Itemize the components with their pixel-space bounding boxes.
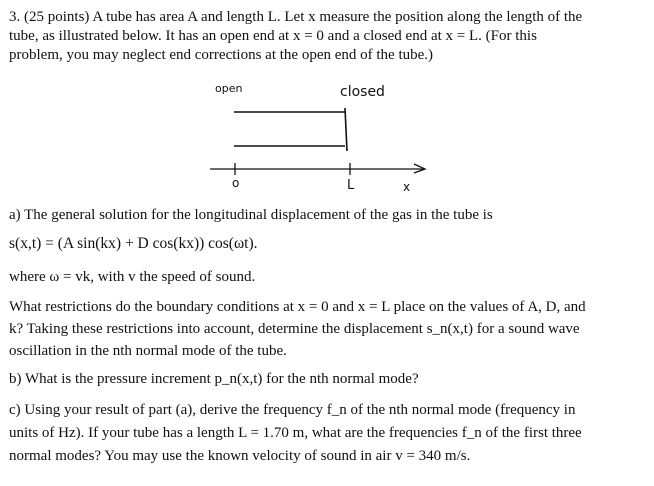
intro-line-3: problem, you may neglect end corrections at the open end of the tube.) — [9, 47, 434, 63]
part-a-question-line-1: What restrictions do the boundary conditions at x = 0 and x = L place on the values of A, D, and — [9, 299, 586, 315]
label-x: x — [403, 180, 411, 194]
part-b-line-1: b) What is the pressure increment p_n(x,t) for the nth normal mode? — [9, 371, 419, 387]
part-c-line-2: units of Hz). If your tube has a length L = 1.70 m, what are the frequencies f_n of the first three — [9, 425, 582, 441]
tube-closed-end — [345, 108, 347, 151]
label-zero: o — [232, 176, 240, 190]
part-c-line-1: c) Using your result of part (a), derive the frequency f_n of the nth normal mode (frequency in — [9, 402, 576, 418]
part-a-where-line: where ω = vk, with v the speed of sound. — [9, 269, 256, 285]
label-open: open — [215, 82, 243, 95]
part-a-line-1: a) The general solution for the longitudinal displacement of the gas in the tube is — [9, 207, 493, 223]
part-a-question-line-3: oscillation in the nth normal mode of the tube. — [9, 343, 287, 359]
label-closed: closed — [340, 84, 385, 100]
part-a-equation: s(x,t) = (A sin(kx) + D cos(kx)) cos(ωt). — [9, 235, 258, 252]
part-a-question-line-2: k? Taking these restrictions into account, determine the displacement s_n(x,t) for a sound wave — [9, 321, 580, 337]
label-L: L — [347, 178, 355, 193]
part-c-line-3: normal modes? You may use the known velocity of sound in air v = 340 m/s. — [9, 448, 471, 464]
intro-line-1: 3. (25 points) A tube has area A and length L. Let x measure the position along the length of the — [9, 9, 583, 25]
tube-diagram — [0, 0, 654, 200]
intro-line-2: tube, as illustrated below. It has an open end at x = 0 and a closed end at x = L. (For this — [9, 28, 537, 44]
